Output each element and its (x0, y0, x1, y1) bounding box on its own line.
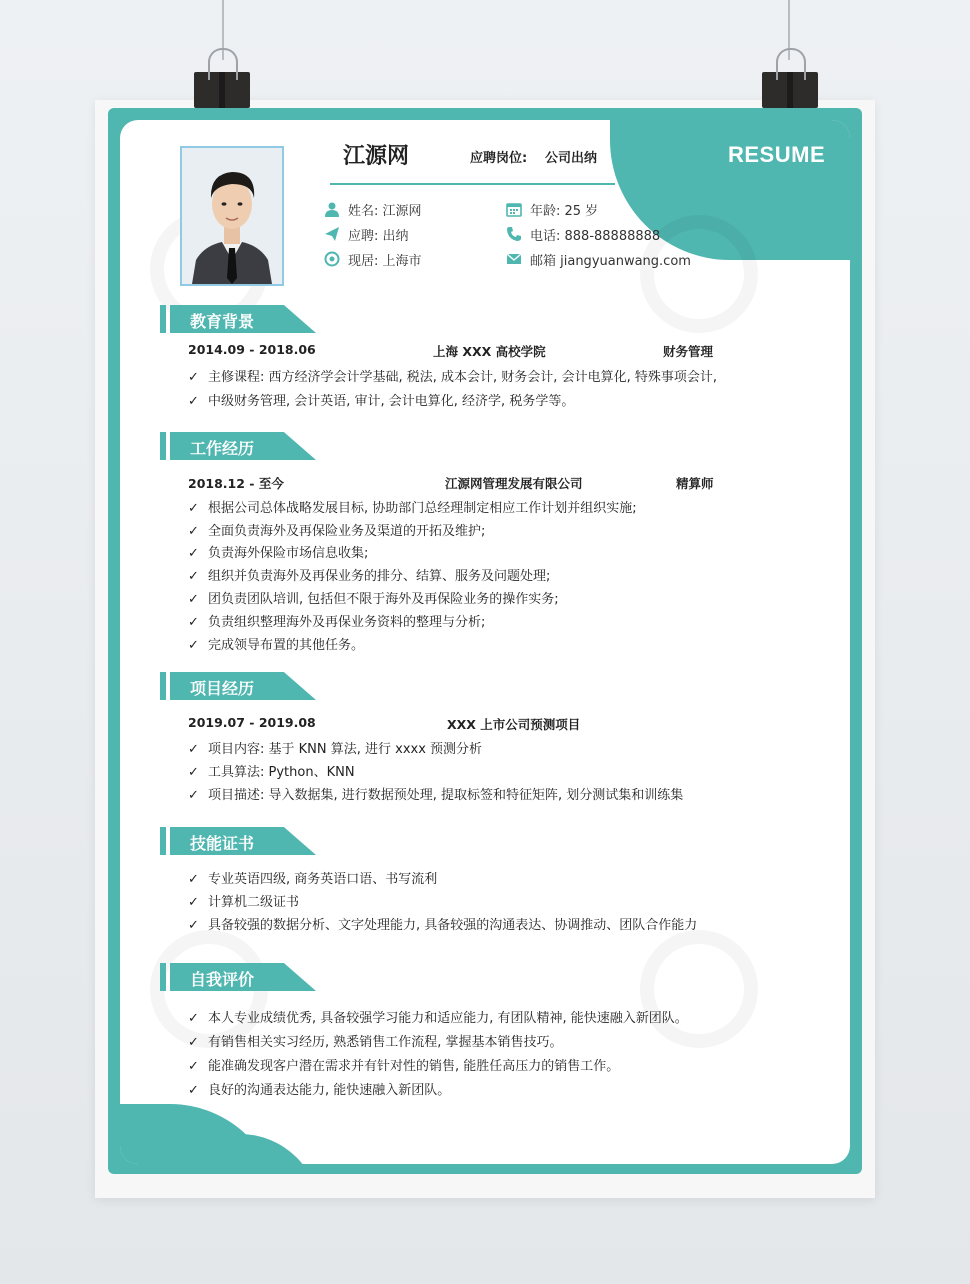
list-item: ✓ 能准确发现客户潜在需求并有针对性的销售, 能胜任高压力的销售工作。 (188, 1059, 620, 1074)
section-title: 自我评价 (190, 970, 255, 989)
list-item: ✓ 负责海外保险市场信息收集; (188, 546, 369, 561)
list-item: ✓ 负责组织整理海外及再保业务资料的整理与分析; (188, 615, 486, 630)
section-header-skills (160, 827, 316, 855)
list-item: ✓ 根据公司总体战略发展目标, 协助部门总经理制定相应工作计划并组织实施; (188, 501, 637, 516)
location-pin-icon (324, 251, 340, 267)
list-item: ✓ 全面负责海外及再保险业务及渠道的开拓及维护; (188, 524, 486, 539)
project-name: XXX 上市公司预测项目 (447, 717, 581, 732)
section-header-work (160, 432, 316, 460)
list-item: ✓ 专业英语四级, 商务英语口语、书写流利 (188, 872, 438, 887)
info-apply: 应聘: 出纳 (348, 229, 409, 244)
list-item: ✓ 具备较强的数据分析、文字处理能力, 具备较强的沟通表达、协调推动、团队合作能力 (188, 918, 698, 933)
list-item: ✓ 完成领导布置的其他任务。 (188, 638, 365, 653)
list-item: ✓ 计算机二级证书 (188, 895, 300, 910)
work-period: 2018.12 - 至今 (188, 476, 284, 491)
section-header-project (160, 672, 316, 700)
paper-plane-icon (324, 226, 340, 242)
section-title: 教育背景 (190, 312, 255, 331)
info-location: 现居: 上海市 (348, 254, 422, 269)
phone-icon (506, 226, 522, 242)
list-item: ✓ 团负责团队培训, 包括但不限于海外及再保险业务的操作实务; (188, 592, 559, 607)
binder-clip-left (194, 72, 250, 108)
info-name: 姓名: 江源网 (348, 204, 422, 219)
education-major: 财务管理 (663, 344, 714, 359)
header-divider (330, 183, 615, 185)
candidate-name: 江源网 (343, 144, 410, 169)
resume-badge: RESUME (728, 142, 826, 167)
list-item: ✓ 良好的沟通表达能力, 能快速融入新团队。 (188, 1083, 451, 1098)
list-item: ✓ 中级财务管理, 会计英语, 审计, 会计电算化, 经济学, 税务学等。 (188, 394, 575, 409)
info-email: 邮箱 jiangyuanwang.com (530, 254, 691, 269)
position-value: 公司出纳 (545, 151, 598, 166)
person-icon (324, 201, 340, 217)
calendar-icon (506, 201, 522, 217)
section-header-education (160, 305, 316, 333)
list-item: ✓ 本人专业成绩优秀, 具备较强学习能力和适应能力, 有团队精神, 能快速融入新团队。 (188, 1011, 688, 1026)
info-phone: 电话: 888-88888888 (530, 229, 661, 244)
section-title: 工作经历 (190, 439, 255, 458)
mail-icon (506, 251, 522, 267)
education-school: 上海 XXX 高校学院 (433, 344, 546, 359)
list-item: ✓ 项目描述: 导入数据集, 进行数据预处理, 提取标签和特征矩阵, 划分测试集和训练集 (188, 788, 684, 803)
project-period: 2019.07 - 2019.08 (188, 715, 316, 730)
profile-photo (180, 146, 284, 286)
corner-decoration-bottom-left-2 (180, 1134, 320, 1164)
education-period: 2014.09 - 2018.06 (188, 342, 316, 357)
list-item: ✓ 工具算法: Python、KNN (188, 765, 355, 780)
position-label: 应聘岗位: (470, 151, 528, 166)
list-item: ✓ 有销售相关实习经历, 熟悉销售工作流程, 掌握基本销售技巧。 (188, 1035, 563, 1050)
work-role: 精算师 (676, 476, 714, 491)
list-item: ✓ 组织并负责海外及再保业务的排分、结算、服务及问题处理; (188, 569, 551, 584)
list-item: ✓ 项目内容: 基于 KNN 算法, 进行 xxxx 预测分析 (188, 742, 483, 757)
work-company: 江源网管理发展有限公司 (445, 476, 583, 491)
section-title: 项目经历 (190, 679, 255, 698)
section-header-self (160, 963, 316, 991)
list-item: ✓ 主修课程: 西方经济学会计学基础, 税法, 成本会计, 财务会计, 会计电算化, 特殊事项会计, (188, 370, 717, 385)
watermark-logo (640, 930, 758, 1048)
binder-clip-right (762, 72, 818, 108)
section-title: 技能证书 (190, 834, 255, 853)
info-age: 年龄: 25 岁 (530, 204, 599, 219)
